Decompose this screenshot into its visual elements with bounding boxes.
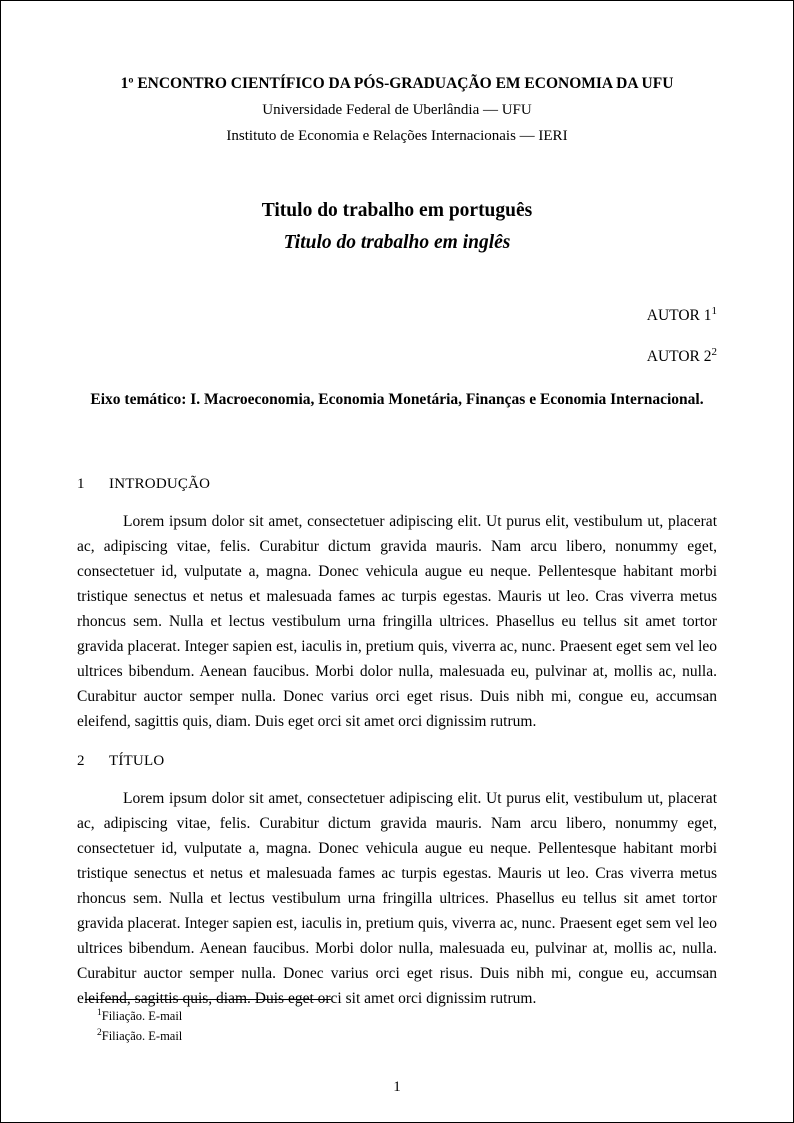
footnote-text: Filiação. E-mail — [101, 1029, 183, 1044]
footnote-divider — [85, 999, 331, 1000]
section-paragraph: Lorem ipsum dolor sit amet, consectetuer adipiscing elit. Ut purus elit, vestibulum ut, placerat ac, adipiscing vitae, felis. Curabitur dictum gravida mauris. Nam arcu libero, nonummy eget, consectetuer id, vulputate a, magna. Donec vehicula augue eu neque. Pellentesque habitant morbi tristique senectus et netus et malesuada fames ac turpis egestas. Mauris ut leo. Cras viverra metus rhoncus sem. Nulla et lectus vestibulum urna fringilla ultrices. Phasellus eu tellus sit amet tortor gravida placerat. Integer sapien est, iaculis in, pretium quis, viverra ac, nunc. Praesent eget sem vel leo ultrices bibendum. Aenean faucibus. Morbi dolor nulla, malesuada eu, pulvinar at, mollis ac, nulla. Curabitur auctor semper nulla. Donec varius orci eget risus. Duis nibh mi, congue eu, accumsan eleifend, sagittis quis, diam. Duis eget orci sit amet orci dignissim rutrum. — [77, 790, 717, 1008]
section-paragraph: Lorem ipsum dolor sit amet, consectetuer adipiscing elit. Ut purus elit, vestibulum ut, placerat ac, adipiscing vitae, felis. Curabitur dictum gravida mauris. Nam arcu libero, nonummy eget, consectetuer id, vulputate a, magna. Donec vehicula augue eu neque. Pellentesque habitant morbi tristique senectus et netus et malesuada fames ac turpis egestas. Mauris ut leo. Cras viverra metus rhoncus sem. Nulla et lectus vestibulum urna fringilla ultrices. Phasellus eu tellus sit amet tortor gravida placerat. Integer sapien est, iaculis in, pretium quis, viverra ac, nunc. Praesent eget sem vel leo ultrices bibendum. Aenean faucibus. Morbi dolor nulla, malesuada eu, pulvinar at, mollis ac, nulla. Curabitur auctor semper nulla. Donec varius orci eget risus. Duis nibh mi, congue eu, accumsan eleifend, sagittis quis, diam. Duis eget orci sit amet orci dignissim rutrum. — [77, 513, 717, 731]
section-title: INTRODUÇÃO — [109, 476, 211, 493]
author-line — [77, 334, 717, 375]
paper-title-portuguese: Titulo do trabalho em português — [261, 200, 533, 221]
university-name: Universidade Federal de Uberlândia — UFU — [262, 102, 532, 118]
author-name: AUTOR 1 — [646, 307, 712, 325]
footnote-text: Filiação. E-mail — [101, 1009, 183, 1024]
footnote-item — [85, 1025, 331, 1045]
institute-name: Instituto de Economia e Relações Internacionais — IERI — [226, 128, 568, 144]
footnote-mark: 1 — [97, 1008, 102, 1018]
author-footnote-mark: 1 — [711, 305, 717, 317]
event-header — [77, 71, 717, 149]
footnote-item — [85, 1005, 331, 1025]
section-title: TÍTULO — [109, 753, 165, 770]
section-number: 1 — [77, 476, 85, 493]
author-line — [77, 293, 717, 334]
page-number: 1 — [393, 1079, 401, 1095]
author-footnote-mark: 2 — [711, 346, 717, 359]
section-heading-titulo — [77, 750, 717, 772]
footnote-mark: 2 — [97, 1028, 102, 1039]
thematic-axis: Eixo temático: I. Macroeconomia, Economia Monetária, Finanças e Economia Internacional. — [90, 391, 704, 409]
section-heading-introduction — [77, 473, 717, 495]
footnote-block — [85, 999, 331, 1045]
event-title: 1º ENCONTRO CIENTÍFICO DA PÓS-GRADUAÇÃO EM ECONOMIA DA UFU — [120, 75, 674, 92]
paper-title-english: Titulo do trabalho em inglês — [283, 232, 511, 253]
title-block — [77, 195, 717, 259]
section-number: 2 — [77, 753, 85, 770]
author-name: AUTOR 2 — [646, 348, 712, 366]
author-block — [77, 293, 717, 375]
